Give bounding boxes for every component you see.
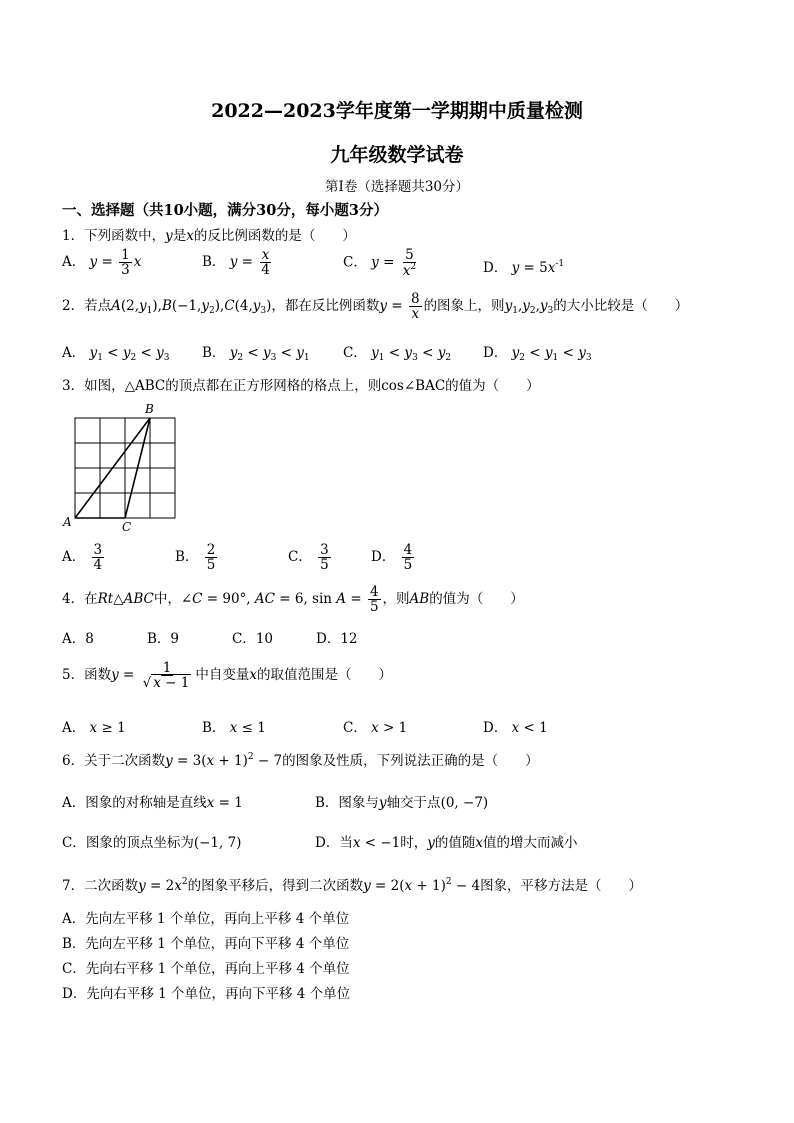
question-6-stem: 6．关于二次函数$y = 3(x + 1)^2 - 7$的图象及性质，下列说法正确的是（ ）	[62, 752, 539, 769]
q2-option-c: C． $y_1 < y_3 < y_2$	[343, 345, 452, 363]
question-3-stem: 3．如图，△ABC的顶点都在正方形网格的格点上，则cos∠BAC的值为（ ）	[62, 378, 540, 394]
q6-option-a: A．图象的对称轴是直线x = 1	[62, 795, 243, 811]
q1-var-y: y	[165, 228, 173, 244]
exam-title: 2022—2023学年度第一学期期中质量检测	[211, 100, 583, 122]
q1-option-b: B． y = $\frac{x}{4}$	[202, 247, 270, 279]
q3-option-c: C． $\frac{3}{5}$	[288, 542, 329, 574]
label-a: A	[63, 515, 72, 529]
q7-option-b: B．先向左平移 1 个单位，再向下平移 4 个单位	[62, 936, 350, 952]
q4-option-a: A．8	[62, 631, 94, 647]
label-c: C	[122, 520, 132, 534]
q7-option-a: A．先向左平移 1 个单位，再向上平移 4 个单位	[62, 911, 350, 927]
question-5-stem: 5．函数y = $\frac{1}{√ x - 1}$ 中自变量x的取值范围是（ ）	[62, 660, 392, 692]
section-heading: 一、选择题（共10小题，满分30分，每小题3分）	[62, 202, 388, 219]
label-b: B	[145, 402, 154, 416]
q5-option-d: D． x < 1	[483, 720, 548, 736]
q2-option-b: B． $y_2 < y_3 < y_1$	[202, 345, 310, 363]
q6-option-d: D．当x < −1时，y的值随x值的增大而减小	[315, 835, 578, 851]
q1-var-x: x	[186, 228, 194, 244]
q4-option-d: D．12	[316, 631, 358, 647]
q5-option-a: A． x ≥ 1	[62, 720, 126, 736]
q3-grid-figure	[60, 400, 190, 535]
question-4-stem: 4．在Rt△ABC中，∠C = 90°, AC = 6, sin A = $\frac{4}{5}$ ，则AB的值为（ ）	[62, 584, 524, 616]
q5-option-b: B． x ≤ 1	[202, 720, 266, 736]
q1-stem-c: 是	[172, 228, 187, 244]
q1-stem-a: 1．下列函数中，	[62, 228, 166, 244]
q3-option-b: B． $\frac{2}{5}$	[175, 542, 216, 574]
q2-option-a: A． $y_1 < y_2 < y_3$	[62, 345, 170, 363]
q6-option-c: C．图象的顶点坐标为(−1, 7)	[62, 835, 242, 851]
exam-subtitle: 九年级数学试卷	[330, 144, 464, 166]
q6-option-b: B．图象与y轴交于点(0, −7)	[315, 795, 489, 811]
q1-option-a: A． y = $\frac{1}{3}$ x	[62, 247, 142, 279]
q7-option-c: C．先向右平移 1 个单位，再向上平移 4 个单位	[62, 961, 350, 977]
part-label: 第Ⅰ卷（选择题共30分）	[324, 179, 469, 195]
question-2-stem: 2．若点$A(2,y_1),B(-1,y_2),C(4,y_3)$，都在反比例函数y = $\frac{8}{x}$ 的图象上，则$y_1,y_2,y_3$的大小比较是（ ）	[62, 291, 689, 323]
q1-option-d: D． $y = 5x^{-1}$	[483, 259, 565, 276]
q3-option-a: A． $\frac{3}{4}$	[62, 542, 103, 574]
q7-option-d: D．先向右平移 1 个单位，再向下平移 4 个单位	[62, 986, 351, 1002]
q2-option-d: D． $y_2 < y_1 < y_3$	[483, 345, 592, 363]
question-7-stem: 7．二次函数$y = 2x^2$的图象平移后，得到二次函数$y = 2(x + 1)^2 - 4$图象，平移方法是（ ）	[62, 877, 643, 894]
q4-option-b: B．9	[147, 631, 180, 647]
q1-stem-e: 的反比例函数的是（ ）	[193, 228, 356, 244]
q1-option-c: C． y = $\frac{5}{x^2}$	[343, 247, 417, 280]
question-1-stem	[62, 224, 356, 244]
q3-option-d: D． $\frac{4}{5}$	[371, 542, 413, 574]
q5-option-c: C． x > 1	[343, 720, 408, 736]
q4-option-c: C．10	[232, 631, 274, 647]
